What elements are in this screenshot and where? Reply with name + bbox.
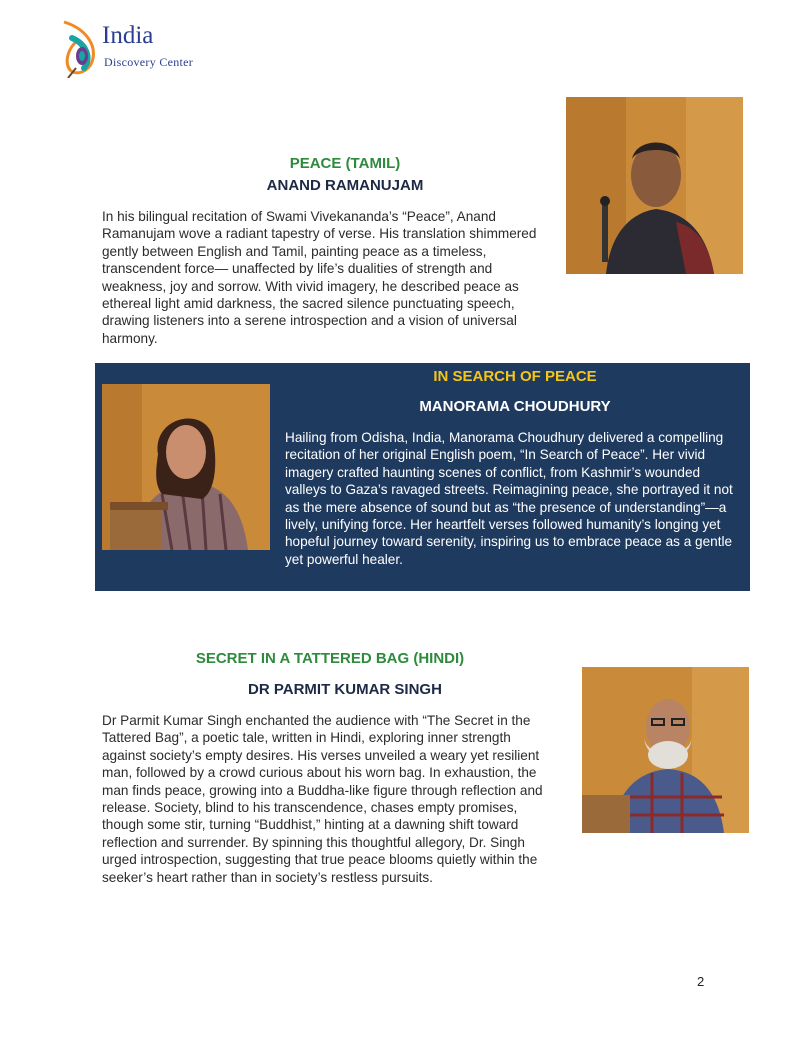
section-description: Hailing from Odisha, India, Manorama Choudhury delivered a compelling recitation of her original English poem, “In Search of Peace”. Her vivid imagery crafted haunting scenes of conflict, from Kashmir’s wounded valleys to Gaza’s ravaged streets. Reimagining peace, she portrayed it not as the mere absence of sound but as “the presence of understanding”—a lively, unifying force. Her heartfelt verses followed humanity’s longing yet hopeful journey toward serenity, inspiring us to embrace peace as a gentle yet powerful healer. <box>285 430 733 567</box>
section-description: In his bilingual recitation of Swami Vivekananda’s “Peace”, Anand Ramanujam wove a radiant tapestry of verse. His translation shimmered gently between English and Tamil, painting peace as a timeless, transcendent force— unaffected by life’s dualities of strength and weakness, joy and sorrow. With vivid imagery, he described peace as ethereal light amid darkness, the sacred silence punctuating speech, drawing listeners into a serene introspection and a vision of universal harmony. <box>102 209 537 346</box>
section-title: SECRET IN A TATTERED BAG (HINDI) <box>195 650 465 667</box>
feather-logo-icon <box>58 18 104 78</box>
performer-name: DR PARMIT KUMAR SINGH <box>248 681 442 698</box>
section-description: Dr Parmit Kumar Singh enchanted the audience with “The Secret in the Tattered Bag”, a poetic tale, written in Hindi, exploring inner strength against society’s empty desires. His verses unveiled a weary yet resilient man, followed by a crowd curious about his worn bag. In exhaustion, the man finds peace, growing into a Buddha-like figure through reflection and release. Society, blind to his transcendence, chases empty promises, though some stir, turning “Buddhist,” hinting at a dawning shift toward reflection and surrender. By spinning this thoughtful allegory, Dr. Singh urged introspection, suggesting that true peace blooms quietly within the seeker’s heart rather than in society’s restless pursuits. <box>102 713 543 885</box>
featured-panel <box>95 363 750 591</box>
org-logo <box>58 18 218 78</box>
logo-subtitle: Discovery Center <box>104 55 194 69</box>
performer-name: MANORAMA CHOUDHURY <box>419 398 611 415</box>
page-number: 2 <box>697 974 705 989</box>
performer-photo <box>582 667 749 833</box>
section-title: IN SEARCH OF PEACE <box>433 368 597 385</box>
performer-name: ANAND RAMANUJAM <box>266 177 424 194</box>
logo-wordmark: India <box>102 22 154 49</box>
section-title: PEACE (TAMIL) <box>289 155 401 172</box>
performer-photo <box>102 384 270 550</box>
performer-photo <box>566 97 743 274</box>
